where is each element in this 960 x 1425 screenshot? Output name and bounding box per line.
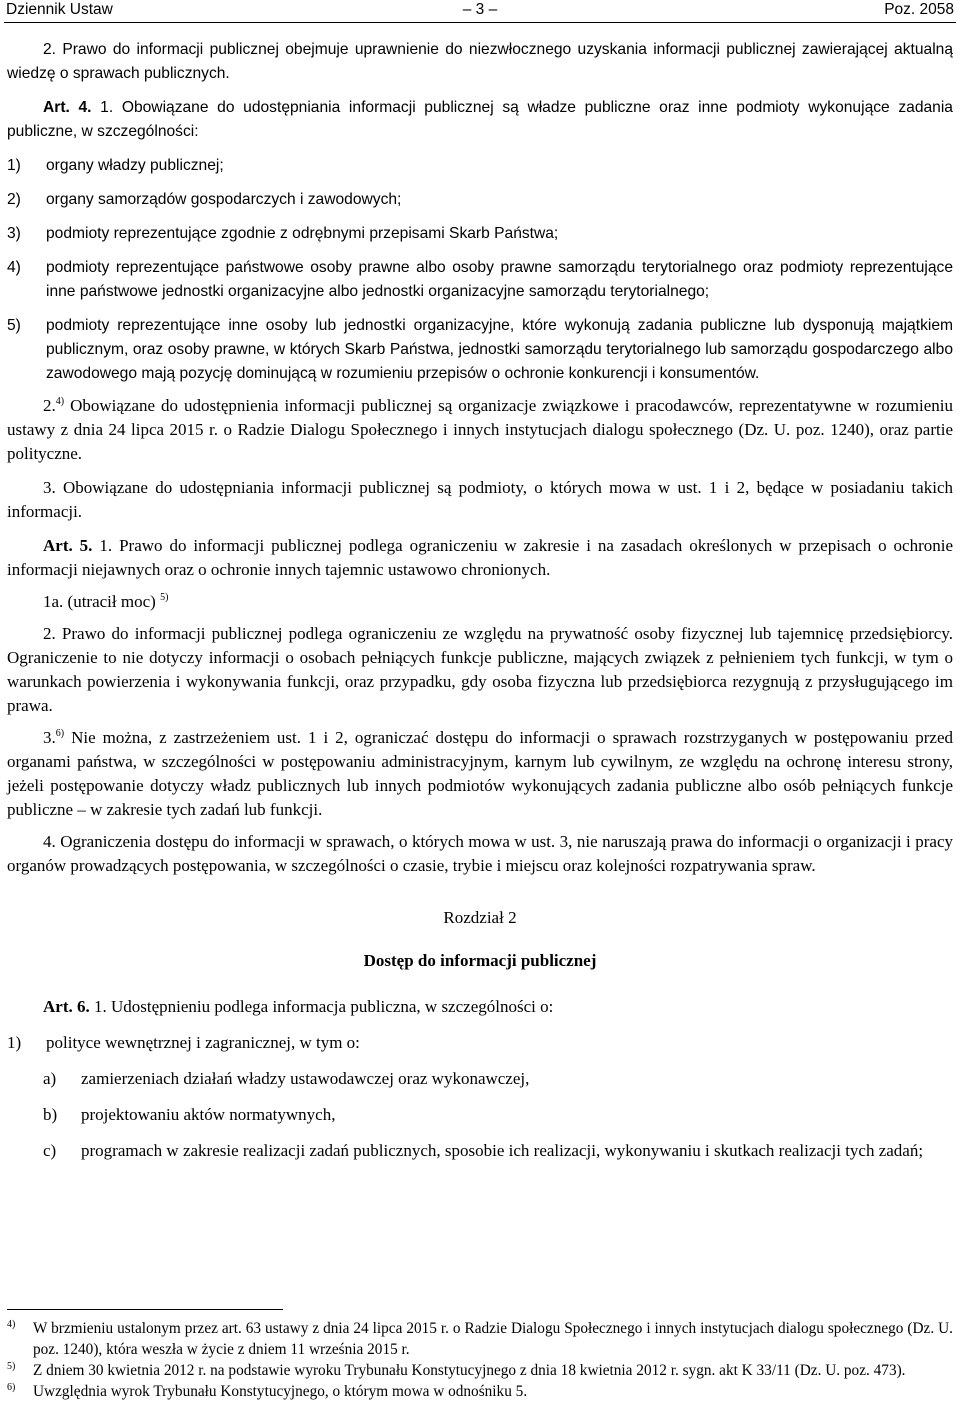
chapter-title-text: Dostęp do informacji publicznej bbox=[363, 951, 597, 970]
art5-paragraph-3 bbox=[7, 726, 953, 822]
art5-paragraph-1 bbox=[7, 534, 953, 582]
art4-paragraph-2 bbox=[7, 394, 953, 466]
item-number: 1) bbox=[7, 157, 21, 174]
footnote bbox=[7, 1381, 953, 1402]
sans-section bbox=[7, 38, 953, 386]
footnote-text: Uwzględnia wyrok Trybunału Konstytucyjnego, o którym mowa w odnośniku 5. bbox=[33, 1383, 528, 1400]
art4-item bbox=[7, 154, 953, 178]
art4-paragraph-3: 3. Obowiązane do udostępniania informacji publicznej są podmioty, o których mowa w ust. 1 i 2, będące w posiadaniu takich informacji. bbox=[7, 478, 953, 521]
footnote-mark: 5) bbox=[7, 1361, 16, 1372]
art4-p2-text: Obowiązane do udostępnienia informacji publicznej są organizacje związkowe i pracodawców, reprezentatywne w rozumieniu ustawy z dnia 24 lipca 2015 r. o Radzie Dialogu Społecznego i innych instytucjach dialogu społecznego (Dz. U. poz. 1240), oraz partie polityczne. bbox=[7, 396, 953, 463]
footnotes bbox=[7, 1318, 953, 1402]
footnote bbox=[7, 1360, 953, 1381]
art6-subitem bbox=[7, 1139, 953, 1163]
item-number: 2) bbox=[7, 191, 21, 208]
paragraph-1a-text: 1a. (utracił moc) bbox=[43, 592, 156, 611]
subitem-text: zamierzeniach działań władzy ustawodawczej oraz wykonawczej, bbox=[81, 1069, 530, 1088]
position-number: Poz. 2058 bbox=[884, 1, 954, 18]
subitem-letter: a) bbox=[43, 1069, 57, 1088]
paragraph-number: 3. bbox=[43, 728, 56, 747]
art6-subitem bbox=[7, 1067, 953, 1091]
art4-p1-text: 1. Obowiązane do udostępniania informacji publicznej są władze publiczne oraz inne podmioty wykonujące zadania publiczne, w szczególności: bbox=[7, 99, 953, 140]
art6-label: Art. 6. bbox=[43, 997, 90, 1016]
item-text: podmioty reprezentujące inne osoby lub jednostki organizacyjne, które wykonują zadania publiczne lub dysponują majątkiem publicznym, oraz osoby prawne, w których Skarb Państwa, jednostki samorządu terytorialnego lub samorządu gospodarczego albo zawodowego mają pozycję dominującą w rozumieniu przepisów o ochronie konkurencji i konsumentów. bbox=[46, 317, 953, 382]
page-header bbox=[6, 0, 954, 22]
art4-item bbox=[7, 314, 953, 386]
art6-item bbox=[7, 1031, 953, 1055]
item-text: organy władzy publicznej; bbox=[46, 157, 224, 174]
subitem-text: projektowaniu aktów normatywnych, bbox=[81, 1105, 336, 1124]
footnote bbox=[7, 1318, 953, 1360]
footnote-text: Z dniem 30 kwietnia 2012 r. na podstawie wyroku Trybunału Konstytucyjnego z dnia 18 kwietnia 2012 r. sygn. akt K 33/11 (Dz. U. poz. 473). bbox=[33, 1362, 906, 1379]
subitem-text: programach w zakresie realizacji zadań publicznych, sposobie ich realizacji, wykonywaniu i skutkach realizacji tych zadań; bbox=[81, 1141, 924, 1160]
art3-paragraph-2: 2. Prawo do informacji publicznej obejmuje uprawnienie do niezwłocznego uzyskania informacji publicznej zawierającej aktualną wiedzę o sprawach publicznych. bbox=[7, 41, 953, 82]
art5-paragraph-2: 2. Prawo do informacji publicznej podlega ograniczeniu ze względu na prywatność osoby fizycznej lub tajemnicę przedsiębiorcy. Ograniczenie to nie dotyczy informacji o osobach pełniących funkcje publiczne, mających związek z pełnieniem tych funkcji, w tym o warunkach powierzenia i wykonywania funkcji, oraz przypadku, gdy osoba fizyczna lub przedsiębiorca rezygnują z przysługującego im prawa. bbox=[7, 624, 953, 715]
art6-subitem bbox=[7, 1103, 953, 1127]
art5-p3-text: Nie można, z zastrzeżeniem ust. 1 i 2, ograniczać dostępu do informacji o sprawach rozstrzyganych w postępowaniu przed organami państwa, w szczególności w postępowaniu administracyjnym, karnym lub cywilnym, ze względu na ochronę interesu strony, jeżeli postępowanie dotyczy władz publicznych lub innych podmiotów wykonujących zadania publiczne albo osób pełniących funkcje publiczne – w zakresie tych zadań lub funkcji. bbox=[7, 728, 953, 819]
footnote-text: W brzmieniu ustalonym przez art. 63 ustawy z dnia 24 lipca 2015 r. o Radzie Dialogu Społecznego i innych instytucjach dialogu społecznego (Dz. U. poz. 1240), która weszła w życie z dniem 11 września 2015 r. bbox=[33, 1320, 953, 1358]
footnote-mark: 4) bbox=[7, 1319, 16, 1330]
art6-paragraph-1 bbox=[7, 995, 953, 1019]
subitem-letter: c) bbox=[43, 1141, 57, 1160]
chapter-title bbox=[7, 949, 953, 973]
art6-p1-text: 1. Udostępnieniu podlega informacja publiczna, w szczególności o: bbox=[89, 997, 554, 1016]
item-text: podmioty reprezentujące państwowe osoby prawne albo osoby prawne samorządu terytorialnego oraz podmioty reprezentujące inne państwowe jednostki organizacyjne albo jednostki organizacyjne samorządu terytorialnego; bbox=[46, 259, 953, 300]
footnote-ref: 6) bbox=[55, 728, 65, 739]
art4-item bbox=[7, 256, 953, 304]
journal-title: Dziennik Ustaw bbox=[6, 1, 113, 18]
footnote-ref: 4) bbox=[55, 396, 65, 407]
item-number: 5) bbox=[7, 317, 21, 334]
art4-label: Art. 4. bbox=[43, 99, 92, 116]
art4-paragraph-1 bbox=[7, 96, 953, 144]
art5-p1-text: 1. Prawo do informacji publicznej podlega ograniczeniu w zakresie i na zasadach określonych w przepisach o ochronie informacji niejawnych oraz o ochronie innych tajemnic ustawowo chronionych. bbox=[7, 536, 954, 579]
serif-section bbox=[7, 394, 953, 1163]
footnote-ref: 5) bbox=[160, 592, 169, 603]
item-number: 3) bbox=[7, 225, 21, 242]
document-body bbox=[7, 38, 953, 1163]
art5-label: Art. 5. bbox=[43, 536, 93, 555]
footnote-mark: 6) bbox=[7, 1382, 16, 1393]
art4-item bbox=[7, 222, 953, 246]
art5-paragraph-4: 4. Ograniczenia dostępu do informacji w sprawach, o których mowa w ust. 3, nie naruszają prawa do informacji o organizacji i pracy organów prowadzących postępowania, w szczególności o czasie, trybie i miejscu oraz kolejności rozpatrywania spraw. bbox=[7, 832, 953, 875]
item-text: polityce wewnętrznej i zagranicznej, w tym o: bbox=[46, 1033, 360, 1052]
chapter-label: Rozdział 2 bbox=[443, 908, 517, 927]
art4-item bbox=[7, 188, 953, 212]
page-number: – 3 – bbox=[462, 1, 498, 18]
paragraph-number: 2. bbox=[43, 396, 56, 415]
item-text: organy samorządów gospodarczych i zawodowych; bbox=[46, 191, 402, 208]
subitem-letter: b) bbox=[43, 1105, 58, 1124]
item-number: 4) bbox=[7, 259, 21, 276]
item-text: podmioty reprezentujące zgodnie z odrębnymi przepisami Skarb Państwa; bbox=[46, 225, 559, 242]
header-divider bbox=[4, 22, 956, 23]
footnote-divider bbox=[7, 1309, 283, 1310]
art5-paragraph-1a bbox=[7, 590, 953, 614]
item-number: 1) bbox=[7, 1033, 22, 1052]
